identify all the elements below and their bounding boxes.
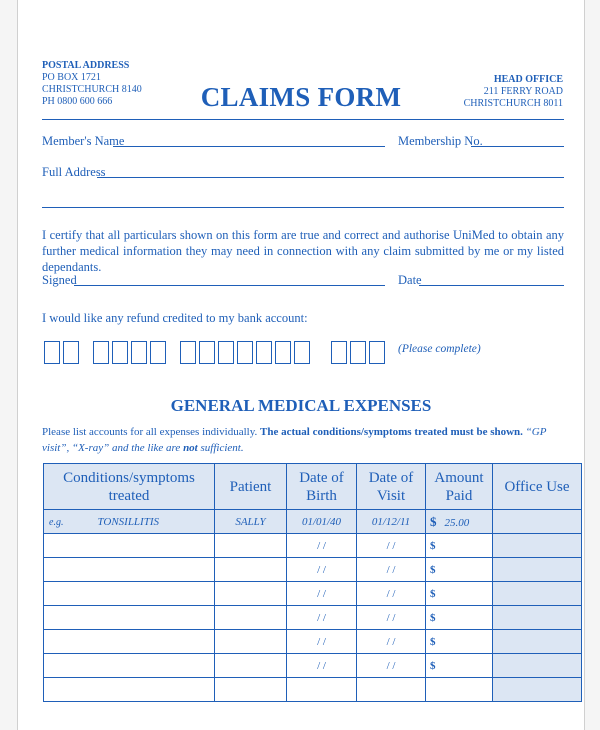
instructions-part5: sufficient. (200, 442, 244, 454)
table-row (44, 606, 582, 630)
condition-input[interactable] (44, 582, 215, 606)
patient-input[interactable] (215, 582, 287, 606)
example-condition: TONSILLITIS (97, 515, 159, 528)
patient-input[interactable] (215, 606, 287, 630)
header-office-use: Office Use (493, 464, 582, 510)
instructions (42, 424, 566, 456)
header-date-of-visit (357, 464, 426, 510)
section-title: GENERAL MEDICAL EXPENSES (170, 396, 432, 415)
amount-input[interactable]: $ (426, 558, 493, 582)
certification-statement: I certify that all particulars shown on this form are true and correct and authorise UniMed to obtain any further medical information they may need in connection with any claim submitted by me or my listed dependants. (42, 228, 564, 274)
instructions-part1: Please list accounts for all expenses individually. (42, 426, 258, 438)
header-divider (42, 119, 564, 120)
condition-input[interactable] (44, 534, 215, 558)
dob-input[interactable]: / / (287, 582, 357, 606)
dob-input[interactable]: / / (287, 606, 357, 630)
example-condition-cell (44, 510, 215, 534)
header-date-of-visit-line2: Visit (376, 487, 406, 504)
refund-statement: I would like any refund credited to my bank account: (42, 311, 308, 325)
condition-input[interactable] (44, 630, 215, 654)
postal-address-heading: POSTAL ADDRESS (42, 60, 130, 71)
office-use-cell (493, 558, 582, 582)
dob-input[interactable]: / / (287, 654, 357, 678)
amount-input[interactable]: $ (426, 654, 493, 678)
members-name-field[interactable] (113, 146, 385, 147)
example-currency: $ (430, 513, 437, 529)
amount-input[interactable]: $ (426, 582, 493, 606)
condition-input[interactable] (44, 558, 215, 582)
instructions-part4: not (183, 442, 198, 454)
amount-input[interactable]: $ (426, 606, 493, 630)
bank-account-digit-box[interactable] (180, 341, 196, 364)
please-complete-note: (Please complete) (398, 343, 481, 355)
office-use-cell (493, 606, 582, 630)
example-amount: 25.00 (444, 516, 470, 529)
bank-account-digit-box[interactable] (44, 341, 60, 364)
dob-input[interactable]: / / (287, 534, 357, 558)
bank-account-digit-box[interactable] (93, 341, 109, 364)
patient-input[interactable] (215, 654, 287, 678)
amount-input[interactable] (426, 678, 493, 702)
date-label: Date (398, 273, 422, 287)
visit-input[interactable]: / / (357, 654, 426, 678)
instructions-part2: The actual conditions/symptoms treated must be shown. (260, 426, 523, 438)
dob-input[interactable]: / / (287, 558, 357, 582)
example-dob: 01/01/40 (287, 510, 357, 534)
postal-address-line2: CHRISTCHURCH 8140 (42, 84, 142, 95)
bank-account-digit-box[interactable] (112, 341, 128, 364)
instructions-part3: “GP visit”, “X-ray” and the like are (42, 426, 547, 454)
bank-account-digit-box[interactable] (294, 341, 310, 364)
office-use-cell (493, 582, 582, 606)
patient-input[interactable] (215, 678, 287, 702)
head-office-address (464, 74, 563, 110)
claims-form-page (17, 0, 585, 730)
postal-address-line1: PO BOX 1721 (42, 72, 101, 83)
example-patient: SALLY (215, 510, 287, 534)
bank-account-digit-box[interactable] (150, 341, 166, 364)
amount-input[interactable]: $ (426, 630, 493, 654)
header-date-of-visit-line1: Date of (368, 469, 414, 486)
condition-input[interactable] (44, 654, 215, 678)
expenses-table (43, 463, 582, 702)
signed-date-field[interactable] (419, 285, 564, 286)
table-row (44, 534, 582, 558)
bank-account-digit-box[interactable] (63, 341, 79, 364)
members-name-label: Member's Name (42, 134, 125, 148)
office-use-cell (493, 678, 582, 702)
table-row (44, 582, 582, 606)
bank-account-digit-box[interactable] (218, 341, 234, 364)
table-row (44, 630, 582, 654)
head-office-line2: CHRISTCHURCH 8011 (463, 98, 563, 109)
bank-account-digit-box[interactable] (350, 341, 366, 364)
page-title: CLAIMS FORM (200, 82, 402, 112)
full-address-label: Full Address (42, 165, 106, 179)
header-date-of-birth (287, 464, 357, 510)
table-row (44, 678, 582, 702)
patient-input[interactable] (215, 558, 287, 582)
bank-account-digit-box[interactable] (131, 341, 147, 364)
full-address-field-line2[interactable] (42, 207, 564, 208)
visit-input[interactable]: / / (357, 534, 426, 558)
full-address-field-line1[interactable] (97, 177, 564, 178)
header-amount-paid-line1: Amount (434, 469, 484, 486)
head-office-heading: HEAD OFFICE (493, 74, 563, 85)
example-eg: e.g. (49, 516, 64, 528)
dob-input[interactable] (287, 678, 357, 702)
bank-account-digit-box[interactable] (331, 341, 347, 364)
membership-no-field[interactable] (471, 146, 564, 147)
example-row (44, 510, 582, 534)
condition-input[interactable] (44, 606, 215, 630)
table-row (44, 654, 582, 678)
header-amount-paid (426, 464, 493, 510)
membership-no-label: Membership No. (398, 134, 483, 148)
office-use-cell (493, 630, 582, 654)
bank-account-digit-box[interactable] (237, 341, 253, 364)
header-date-of-birth-line2: Birth (306, 487, 337, 504)
office-use-cell (493, 654, 582, 678)
patient-input[interactable] (215, 630, 287, 654)
visit-input[interactable] (357, 678, 426, 702)
visit-input[interactable]: / / (357, 582, 426, 606)
signature-field[interactable] (74, 285, 385, 286)
header-date-of-birth-line1: Date of (299, 469, 344, 486)
bank-account-digit-box[interactable] (369, 341, 385, 364)
example-amount-cell (426, 510, 493, 534)
postal-address-line3: PH 0800 600 666 (42, 96, 113, 107)
patient-input[interactable] (215, 534, 287, 558)
visit-input[interactable]: / / (357, 558, 426, 582)
office-use-cell (493, 534, 582, 558)
header-conditions: Conditions/symptoms treated (44, 464, 215, 510)
bank-account-digit-box[interactable] (199, 341, 215, 364)
header-patient: Patient (215, 464, 287, 510)
example-office-use (493, 510, 582, 534)
example-visit: 01/12/11 (357, 510, 426, 534)
condition-input[interactable] (44, 678, 215, 702)
bank-account-digit-box[interactable] (275, 341, 291, 364)
table-header-row (44, 464, 582, 510)
dob-input[interactable]: / / (287, 630, 357, 654)
header-amount-paid-line2: Paid (445, 487, 473, 504)
amount-input[interactable]: $ (426, 534, 493, 558)
head-office-line1: 211 FERRY ROAD (483, 86, 563, 97)
visit-input[interactable]: / / (357, 606, 426, 630)
signed-label: Signed (42, 273, 77, 287)
visit-input[interactable]: / / (357, 630, 426, 654)
bank-account-digit-box[interactable] (256, 341, 272, 364)
table-row (44, 558, 582, 582)
